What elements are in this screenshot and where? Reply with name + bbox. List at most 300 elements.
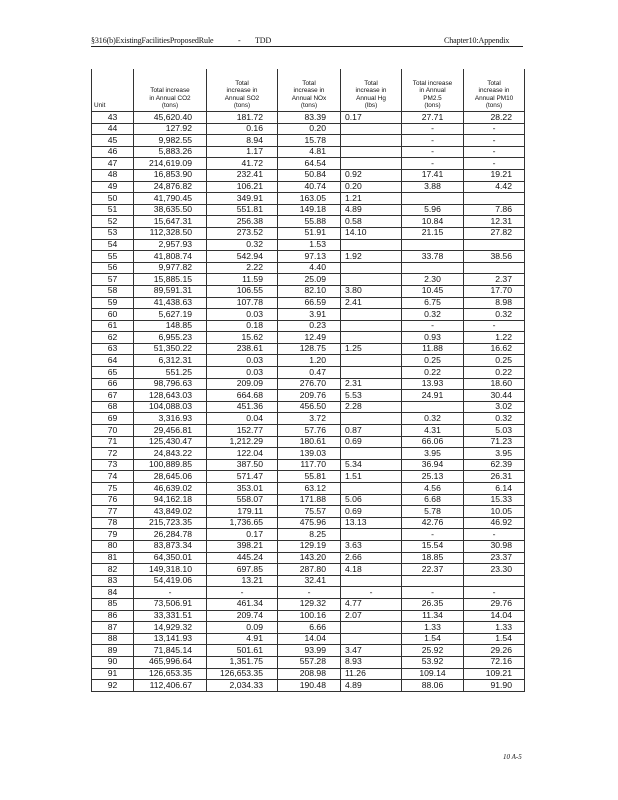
- unit-cell: 74: [92, 471, 134, 483]
- so2-cell: 2.22: [207, 262, 278, 274]
- co2-cell: 98,796.63: [134, 378, 207, 390]
- table-row: [92, 158, 525, 170]
- unit-cell: 78: [92, 517, 134, 529]
- pm25-cell: 0.32: [402, 413, 464, 425]
- table-row: [92, 227, 525, 239]
- hg-cell: [341, 146, 402, 158]
- pm10-cell: 8.98: [464, 297, 525, 309]
- co2-cell: 6,312.31: [134, 355, 207, 367]
- hg-cell: 3.80: [341, 285, 402, 297]
- so2-cell: 106.21: [207, 181, 278, 193]
- co2-cell: 112,328.50: [134, 227, 207, 239]
- pm25-cell: [402, 575, 464, 587]
- pm25-cell: 1.33: [402, 622, 464, 634]
- pm25-cell: -: [402, 158, 464, 170]
- pm10-cell: -: [464, 587, 525, 599]
- so2-cell: 232.41: [207, 169, 278, 181]
- nox-cell: 55.88: [278, 216, 341, 228]
- hg-cell: 5.53: [341, 390, 402, 402]
- nox-cell: 190.48: [278, 680, 341, 692]
- unit-cell: 92: [92, 680, 134, 692]
- pm10-cell: 2.37: [464, 274, 525, 286]
- pm25-cell: 3.88: [402, 181, 464, 193]
- hg-cell: 4.77: [341, 598, 402, 610]
- unit-cell: 55: [92, 251, 134, 263]
- hg-cell: 3.47: [341, 645, 402, 657]
- co2-cell: 51,350.22: [134, 343, 207, 355]
- co2-cell: 64,350.01: [134, 552, 207, 564]
- pm25-cell: 53.92: [402, 656, 464, 668]
- nox-cell: 163.05: [278, 193, 341, 205]
- table-row: [92, 193, 525, 205]
- so2-cell: 209.74: [207, 610, 278, 622]
- pm10-cell: 3.02: [464, 401, 525, 413]
- hg-cell: 8.93: [341, 656, 402, 668]
- table-row: [92, 343, 525, 355]
- hg-cell: [341, 575, 402, 587]
- unit-cell: 80: [92, 540, 134, 552]
- co2-cell: 24,843.22: [134, 448, 207, 460]
- nox-cell: 557.28: [278, 656, 341, 668]
- pm10-cell: 29.26: [464, 645, 525, 657]
- table-row: [92, 146, 525, 158]
- so2-cell: 15.62: [207, 332, 278, 344]
- hg-cell: 1.25: [341, 343, 402, 355]
- co2-cell: 9,977.82: [134, 262, 207, 274]
- pm10-cell: 23.37: [464, 552, 525, 564]
- unit-cell: 47: [92, 158, 134, 170]
- so2-cell: 571.47: [207, 471, 278, 483]
- hg-cell: 2.41: [341, 297, 402, 309]
- pm25-cell: 0.32: [402, 309, 464, 321]
- so2-cell: 4.91: [207, 633, 278, 645]
- co2-cell: 9,982.55: [134, 135, 207, 147]
- so2-cell: 1,736.65: [207, 517, 278, 529]
- nox-cell: 55.81: [278, 471, 341, 483]
- table-row: [92, 540, 525, 552]
- nox-cell: 129.19: [278, 540, 341, 552]
- hg-cell: 0.92: [341, 169, 402, 181]
- nox-cell: 4.81: [278, 146, 341, 158]
- hg-cell: [341, 262, 402, 274]
- so2-cell: 1.17: [207, 146, 278, 158]
- co2-cell: 33,331.51: [134, 610, 207, 622]
- unit-cell: 60: [92, 309, 134, 321]
- unit-cell: 85: [92, 598, 134, 610]
- so2-cell: 2,034.33: [207, 680, 278, 692]
- co2-cell: 3,316.93: [134, 413, 207, 425]
- pm10-cell: 1.22: [464, 332, 525, 344]
- pm25-cell: 13.93: [402, 378, 464, 390]
- co2-cell: 100,889.85: [134, 459, 207, 471]
- hg-cell: [341, 367, 402, 379]
- hg-cell: [341, 135, 402, 147]
- pm10-cell: 46.92: [464, 517, 525, 529]
- pm25-cell: 0.25: [402, 355, 464, 367]
- pm10-cell: 28.22: [464, 112, 525, 124]
- pm10-cell: 17.70: [464, 285, 525, 297]
- so2-cell: 181.72: [207, 112, 278, 124]
- running-header-chapter: Chapter10:Appendix: [444, 36, 510, 45]
- pm10-cell: [464, 193, 525, 205]
- pm25-cell: -: [402, 123, 464, 135]
- nox-cell: 456.50: [278, 401, 341, 413]
- pm25-cell: 11.34: [402, 610, 464, 622]
- nox-cell: 208.98: [278, 668, 341, 680]
- so2-cell: 551.81: [207, 204, 278, 216]
- hg-cell: 4.89: [341, 680, 402, 692]
- unit-cell: 91: [92, 668, 134, 680]
- column-header-co2: Total increase in Annual CO2 (tons): [134, 69, 207, 112]
- so2-cell: -: [207, 587, 278, 599]
- table-row: [92, 564, 525, 576]
- table-row: [92, 413, 525, 425]
- nox-cell: 57.76: [278, 425, 341, 437]
- unit-cell: 65: [92, 367, 134, 379]
- column-header-pm10: Total increase in Annual PM10 (tons): [464, 69, 525, 112]
- pm25-cell: 25.92: [402, 645, 464, 657]
- hg-cell: [341, 448, 402, 460]
- nox-cell: 97.13: [278, 251, 341, 263]
- table-row: [92, 680, 525, 692]
- pm25-cell: [402, 193, 464, 205]
- nox-cell: 149.18: [278, 204, 341, 216]
- unit-cell: 81: [92, 552, 134, 564]
- nox-cell: 63.12: [278, 483, 341, 495]
- hg-cell: 2.07: [341, 610, 402, 622]
- so2-cell: 501.61: [207, 645, 278, 657]
- co2-cell: 45,620.40: [134, 112, 207, 124]
- hg-cell: [341, 309, 402, 321]
- unit-cell: 76: [92, 494, 134, 506]
- pm25-cell: 26.35: [402, 598, 464, 610]
- pm25-cell: 22.37: [402, 564, 464, 576]
- pm25-cell: 33.78: [402, 251, 464, 263]
- co2-cell: 43,849.02: [134, 506, 207, 518]
- pm10-cell: [464, 262, 525, 274]
- unit-cell: 53: [92, 227, 134, 239]
- unit-cell: 70: [92, 425, 134, 437]
- hg-cell: 0.69: [341, 506, 402, 518]
- pm25-cell: 25.13: [402, 471, 464, 483]
- hg-cell: 2.28: [341, 401, 402, 413]
- pm10-cell: 23.30: [464, 564, 525, 576]
- so2-cell: 461.34: [207, 598, 278, 610]
- co2-cell: 73,506.91: [134, 598, 207, 610]
- so2-cell: 8.94: [207, 135, 278, 147]
- table-row: [92, 448, 525, 460]
- pm10-cell: 12.31: [464, 216, 525, 228]
- unit-cell: 64: [92, 355, 134, 367]
- hg-cell: 11.26: [341, 668, 402, 680]
- nox-cell: 15.78: [278, 135, 341, 147]
- table-row: [92, 251, 525, 263]
- unit-cell: 89: [92, 645, 134, 657]
- nox-cell: 51.91: [278, 227, 341, 239]
- hg-cell: [341, 274, 402, 286]
- pm25-cell: 2.30: [402, 274, 464, 286]
- hg-cell: [341, 622, 402, 634]
- pm25-cell: [402, 239, 464, 251]
- so2-cell: 0.18: [207, 320, 278, 332]
- so2-cell: 664.68: [207, 390, 278, 402]
- pm25-cell: 27.71: [402, 112, 464, 124]
- nox-cell: 66.59: [278, 297, 341, 309]
- pm25-cell: -: [402, 146, 464, 158]
- nox-cell: 14.04: [278, 633, 341, 645]
- table-row: [92, 367, 525, 379]
- so2-cell: 179.11: [207, 506, 278, 518]
- unit-cell: 62: [92, 332, 134, 344]
- so2-cell: 1,351.75: [207, 656, 278, 668]
- nox-cell: 12.49: [278, 332, 341, 344]
- pm25-cell: -: [402, 135, 464, 147]
- table-row: [92, 262, 525, 274]
- table-row: [92, 483, 525, 495]
- pm10-cell: 91.90: [464, 680, 525, 692]
- hg-cell: 1.51: [341, 471, 402, 483]
- so2-cell: 0.17: [207, 529, 278, 541]
- table-row: [92, 332, 525, 344]
- running-header-separator: -: [238, 36, 241, 45]
- hg-cell: [341, 483, 402, 495]
- pm25-cell: 4.56: [402, 483, 464, 495]
- co2-cell: 5,883.26: [134, 146, 207, 158]
- hg-cell: 13.13: [341, 517, 402, 529]
- unit-cell: 88: [92, 633, 134, 645]
- unit-cell: 45: [92, 135, 134, 147]
- hg-cell: [341, 529, 402, 541]
- co2-cell: 126,653.35: [134, 668, 207, 680]
- pm25-cell: 66.06: [402, 436, 464, 448]
- unit-cell: 43: [92, 112, 134, 124]
- table-row: [92, 169, 525, 181]
- column-header-hg: Total increase in Annual Hg (lbs): [341, 69, 402, 112]
- nox-cell: 50.84: [278, 169, 341, 181]
- table-row: [92, 239, 525, 251]
- so2-cell: 0.16: [207, 123, 278, 135]
- hg-cell: 1.92: [341, 251, 402, 263]
- pm10-cell: 27.82: [464, 227, 525, 239]
- unit-cell: 52: [92, 216, 134, 228]
- nox-cell: 1.20: [278, 355, 341, 367]
- unit-cell: 75: [92, 483, 134, 495]
- co2-cell: 104,088.03: [134, 401, 207, 413]
- table-row: [92, 506, 525, 518]
- unit-cell: 72: [92, 448, 134, 460]
- pm10-cell: 0.32: [464, 413, 525, 425]
- co2-cell: 214,619.09: [134, 158, 207, 170]
- pm25-cell: [402, 262, 464, 274]
- table-row: [92, 112, 525, 124]
- nox-cell: 180.61: [278, 436, 341, 448]
- table-row: [92, 471, 525, 483]
- unit-cell: 67: [92, 390, 134, 402]
- co2-cell: 128,643.03: [134, 390, 207, 402]
- pm25-cell: 21.15: [402, 227, 464, 239]
- co2-cell: 148.85: [134, 320, 207, 332]
- co2-cell: 26,284.78: [134, 529, 207, 541]
- pm25-cell: 3.95: [402, 448, 464, 460]
- co2-cell: 24,876.82: [134, 181, 207, 193]
- unit-cell: 63: [92, 343, 134, 355]
- hg-cell: [341, 123, 402, 135]
- nox-cell: 209.76: [278, 390, 341, 402]
- pm25-cell: -: [402, 529, 464, 541]
- so2-cell: 13.21: [207, 575, 278, 587]
- nox-cell: 0.47: [278, 367, 341, 379]
- so2-cell: 106.55: [207, 285, 278, 297]
- column-header-pm25: Total increase in Annual PM2.5 (tons): [402, 69, 464, 112]
- pm10-cell: -: [464, 135, 525, 147]
- so2-cell: 41.72: [207, 158, 278, 170]
- nox-cell: 0.20: [278, 123, 341, 135]
- hg-cell: [341, 239, 402, 251]
- nox-cell: 171.88: [278, 494, 341, 506]
- table-row: [92, 610, 525, 622]
- so2-cell: 1,212.29: [207, 436, 278, 448]
- nox-cell: 6.66: [278, 622, 341, 634]
- co2-cell: 15,647.31: [134, 216, 207, 228]
- pm10-cell: 72.16: [464, 656, 525, 668]
- co2-cell: 2,957.93: [134, 239, 207, 251]
- so2-cell: 238.61: [207, 343, 278, 355]
- table-row: [92, 181, 525, 193]
- pm10-cell: 0.32: [464, 309, 525, 321]
- unit-cell: 58: [92, 285, 134, 297]
- pm25-cell: 6.68: [402, 494, 464, 506]
- nox-cell: 143.20: [278, 552, 341, 564]
- column-header-so2: Total increase in Annual SO2 (tons): [207, 69, 278, 112]
- co2-cell: 94,162.18: [134, 494, 207, 506]
- pm10-cell: -: [464, 529, 525, 541]
- nox-cell: 287.80: [278, 564, 341, 576]
- pm10-cell: [464, 239, 525, 251]
- co2-cell: 112,406.67: [134, 680, 207, 692]
- pm10-cell: -: [464, 146, 525, 158]
- pm10-cell: 19.21: [464, 169, 525, 181]
- nox-cell: 3.72: [278, 413, 341, 425]
- pm10-cell: 5.03: [464, 425, 525, 437]
- pm10-cell: 30.44: [464, 390, 525, 402]
- table-row: [92, 123, 525, 135]
- running-header-document: TDD: [255, 36, 272, 45]
- hg-cell: 14.10: [341, 227, 402, 239]
- pm10-cell: 1.33: [464, 622, 525, 634]
- unit-cell: 56: [92, 262, 134, 274]
- pm10-cell: 15.33: [464, 494, 525, 506]
- pm25-cell: 42.76: [402, 517, 464, 529]
- so2-cell: 107.78: [207, 297, 278, 309]
- nox-cell: 93.99: [278, 645, 341, 657]
- column-header-unit: Unit: [92, 69, 134, 112]
- pm25-cell: 10.84: [402, 216, 464, 228]
- table-row: [92, 668, 525, 680]
- pm10-cell: 16.62: [464, 343, 525, 355]
- so2-cell: 353.01: [207, 483, 278, 495]
- hg-cell: 3.63: [341, 540, 402, 552]
- unit-cell: 46: [92, 146, 134, 158]
- so2-cell: 445.24: [207, 552, 278, 564]
- pm10-cell: 7.86: [464, 204, 525, 216]
- table-row: [92, 552, 525, 564]
- pm10-cell: 1.54: [464, 633, 525, 645]
- pm10-cell: 109.21: [464, 668, 525, 680]
- nox-cell: 0.23: [278, 320, 341, 332]
- unit-cell: 69: [92, 413, 134, 425]
- unit-cell: 66: [92, 378, 134, 390]
- nox-cell: 1.53: [278, 239, 341, 251]
- pm25-cell: [402, 401, 464, 413]
- pm25-cell: 0.22: [402, 367, 464, 379]
- co2-cell: 41,808.74: [134, 251, 207, 263]
- hg-cell: 0.20: [341, 181, 402, 193]
- table-row: [92, 309, 525, 321]
- hg-cell: 4.89: [341, 204, 402, 216]
- table-row: [92, 390, 525, 402]
- pm10-cell: 10.05: [464, 506, 525, 518]
- table-row: [92, 575, 525, 587]
- so2-cell: 11.59: [207, 274, 278, 286]
- hg-cell: [341, 355, 402, 367]
- nox-cell: 40.74: [278, 181, 341, 193]
- pm25-cell: 0.93: [402, 332, 464, 344]
- so2-cell: 0.03: [207, 309, 278, 321]
- nox-cell: 8.25: [278, 529, 341, 541]
- table-row: [92, 274, 525, 286]
- pm25-cell: 5.96: [402, 204, 464, 216]
- pm25-cell: 36.94: [402, 459, 464, 471]
- hg-cell: 4.18: [341, 564, 402, 576]
- co2-cell: 29,456.81: [134, 425, 207, 437]
- nox-cell: -: [278, 587, 341, 599]
- table-row: [92, 297, 525, 309]
- co2-cell: 16,853.90: [134, 169, 207, 181]
- pm10-cell: 14.04: [464, 610, 525, 622]
- unit-cell: 48: [92, 169, 134, 181]
- unit-cell: 77: [92, 506, 134, 518]
- so2-cell: 542.94: [207, 251, 278, 263]
- nox-cell: 128.75: [278, 343, 341, 355]
- pm10-cell: 62.39: [464, 459, 525, 471]
- unit-cell: 73: [92, 459, 134, 471]
- unit-cell: 50: [92, 193, 134, 205]
- table-row: [92, 135, 525, 147]
- so2-cell: 398.21: [207, 540, 278, 552]
- so2-cell: 152.77: [207, 425, 278, 437]
- hg-cell: 2.31: [341, 378, 402, 390]
- nox-cell: 117.70: [278, 459, 341, 471]
- table-row: [92, 656, 525, 668]
- pm25-cell: 109.14: [402, 668, 464, 680]
- pm25-cell: 4.31: [402, 425, 464, 437]
- co2-cell: 38,635.50: [134, 204, 207, 216]
- pm25-cell: 18.85: [402, 552, 464, 564]
- so2-cell: 387.50: [207, 459, 278, 471]
- table-row: [92, 216, 525, 228]
- table-row: [92, 529, 525, 541]
- co2-cell: 6,955.23: [134, 332, 207, 344]
- unit-cell: 51: [92, 204, 134, 216]
- header-rule: [91, 46, 523, 47]
- column-header-nox: Total increase in Annual NOx (tons): [278, 69, 341, 112]
- pm10-cell: 38.56: [464, 251, 525, 263]
- emissions-table: [91, 69, 525, 692]
- unit-cell: 84: [92, 587, 134, 599]
- nox-cell: 4.40: [278, 262, 341, 274]
- table-row: [92, 494, 525, 506]
- co2-cell: 5,627.19: [134, 309, 207, 321]
